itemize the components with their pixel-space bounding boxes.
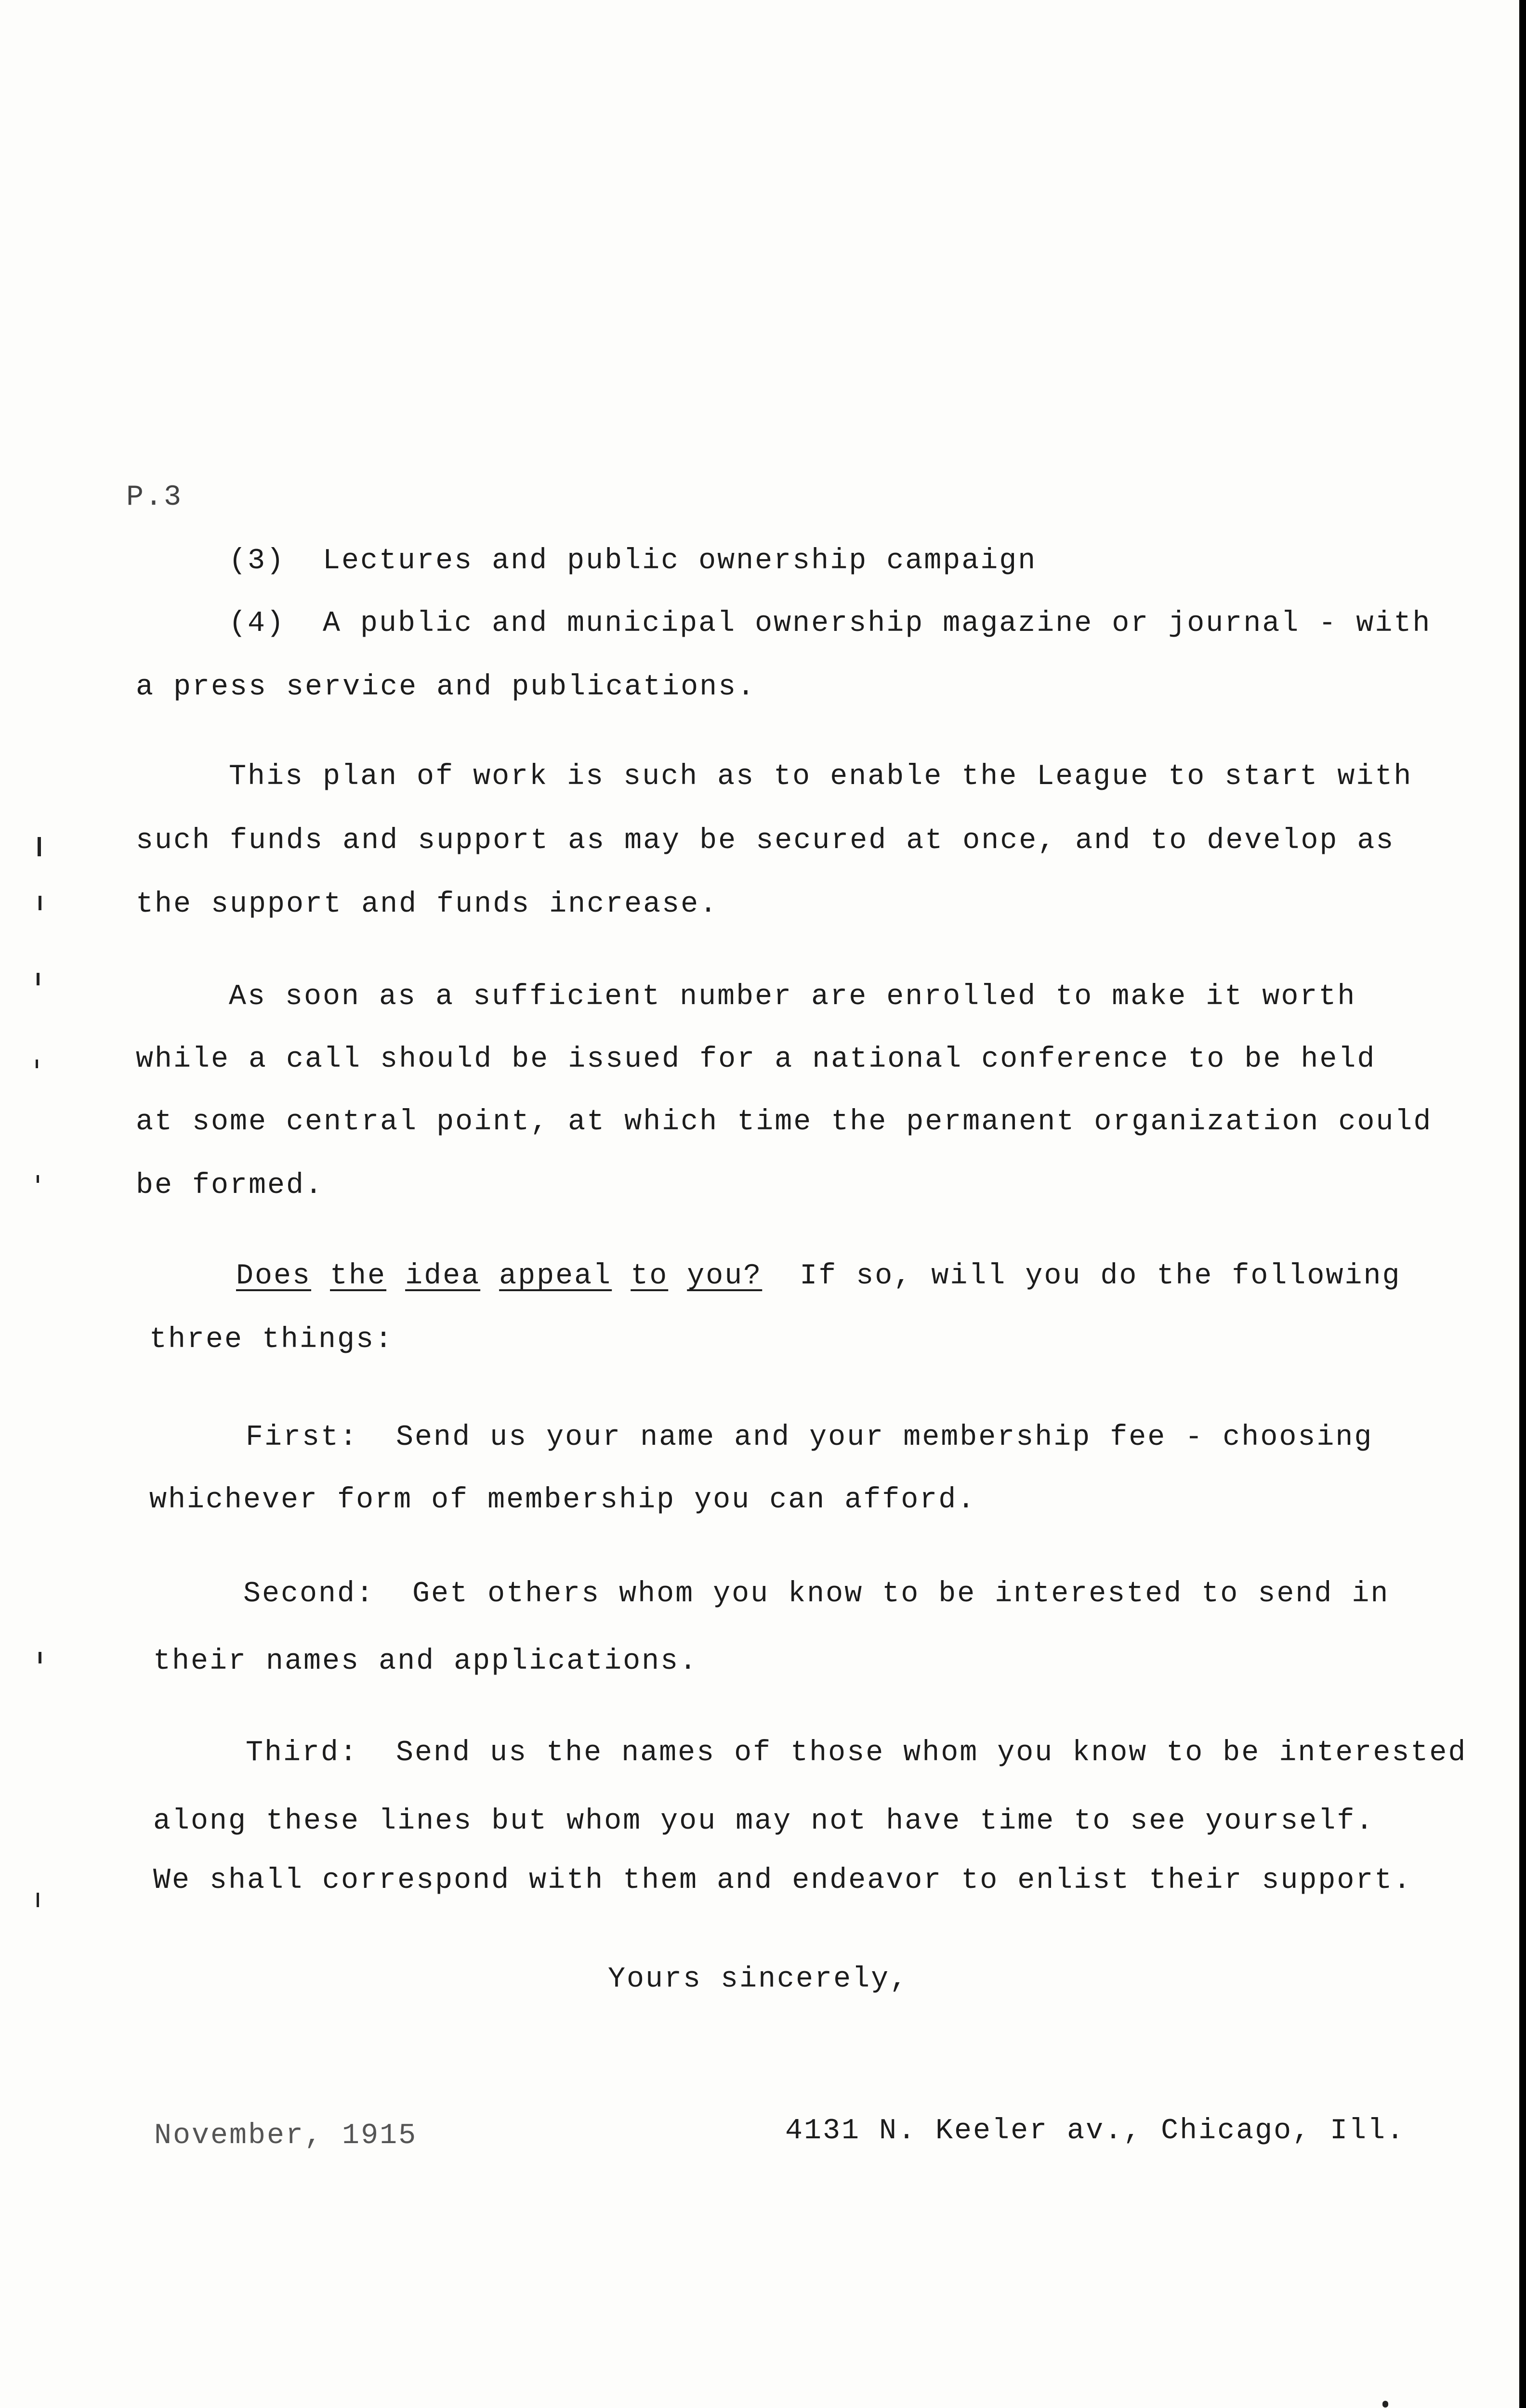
underlined-word: you? bbox=[687, 1260, 763, 1293]
underlined-word: Does bbox=[236, 1260, 312, 1293]
first-line-2: whichever form of membership you can afford. bbox=[149, 1484, 976, 1517]
binding-mark bbox=[37, 973, 39, 985]
question-rest: If so, will you do the following bbox=[762, 1260, 1401, 1293]
sender-address: 4131 N. Keeler av., Chicago, Ill. bbox=[785, 2115, 1406, 2147]
binding-mark bbox=[38, 837, 41, 856]
letter-date: November, 1915 bbox=[154, 2120, 418, 2152]
list-item-4-line-2: a press service and publications. bbox=[136, 671, 756, 704]
list-item-4-line-1: (4) A public and municipal ownership magazine or journal - with bbox=[229, 607, 1432, 640]
paragraph-2-line-2: while a call should be issued for a national conference to be held bbox=[136, 1043, 1376, 1076]
second-line-1: Second: Get others whom you know to be interested to send in bbox=[243, 1578, 1390, 1610]
binding-mark bbox=[39, 1652, 41, 1663]
underlined-word: to bbox=[631, 1260, 669, 1293]
page-number: P.3 bbox=[126, 481, 183, 514]
stray-ink-dot bbox=[1382, 2401, 1388, 2408]
third-line-1: Third: Send us the names of those whom you know to be interested bbox=[246, 1737, 1467, 1769]
question-line-2: three things: bbox=[149, 1323, 394, 1356]
binding-mark bbox=[37, 1893, 39, 1907]
binding-mark bbox=[39, 896, 41, 910]
paragraph-1-line-3: the support and funds increase. bbox=[136, 888, 719, 921]
paragraph-1-line-1: This plan of work is such as to enable the League to start with bbox=[229, 760, 1413, 793]
scan-border bbox=[1519, 0, 1526, 2408]
paragraph-2-line-3: at some central point, at which time the permanent organization could bbox=[136, 1106, 1433, 1139]
binding-mark bbox=[37, 1175, 39, 1183]
paragraph-2-line-1: As soon as a sufficient number are enrolled to make it worth bbox=[229, 981, 1356, 1013]
list-item-3: (3) Lectures and public ownership campaign bbox=[229, 545, 1037, 577]
third-line-3: We shall correspond with them and endeavor to enlist their support. bbox=[153, 1864, 1412, 1897]
underlined-word: appeal bbox=[499, 1260, 612, 1293]
second-line-2: their names and applications. bbox=[153, 1645, 698, 1678]
first-line-1: First: Send us your name and your membership fee - choosing bbox=[246, 1421, 1373, 1454]
underlined-word: the bbox=[330, 1260, 387, 1293]
underlined-word: idea bbox=[405, 1260, 481, 1293]
paragraph-1-line-2: such funds and support as may be secured at once, and to develop as bbox=[136, 824, 1395, 857]
binding-mark bbox=[36, 1060, 38, 1068]
question-line-1 bbox=[236, 1262, 1401, 1291]
third-line-2: along these lines but whom you may not have time to see yourself. bbox=[153, 1805, 1375, 1838]
paragraph-2-line-4: be formed. bbox=[136, 1169, 324, 1202]
closing-salutation: Yours sincerely, bbox=[608, 1963, 909, 1996]
